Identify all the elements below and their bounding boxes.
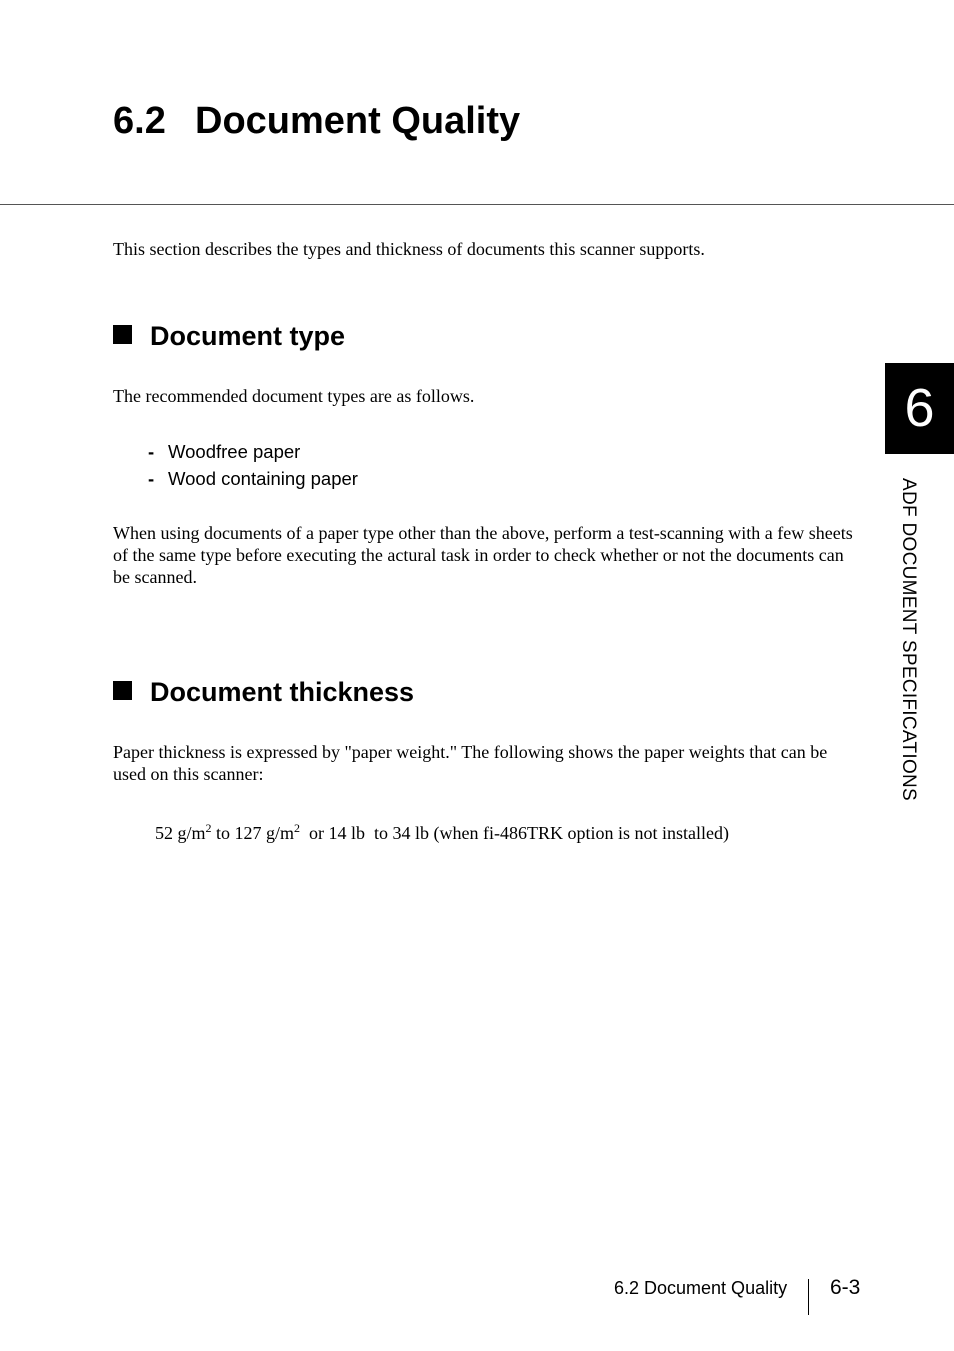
square-bullet-icon: [113, 681, 132, 700]
title-divider: [0, 204, 954, 205]
list-item-text: Woodfree paper: [168, 441, 301, 462]
weight-min: 52 g/m: [155, 823, 206, 843]
footer-page-number: 6-3: [830, 1276, 861, 1299]
dash-bullet-icon: -: [148, 441, 155, 462]
list-item-text: Wood containing paper: [168, 468, 358, 489]
dash-bullet-icon: -: [148, 468, 155, 489]
footer-section-title: 6.2 Document Quality: [614, 1278, 788, 1298]
chapter-tab: 6: [885, 363, 954, 454]
chapter-title-text: Document Quality: [195, 100, 521, 142]
chapter-title-number: 6.2: [113, 100, 166, 142]
square-bullet-icon: [113, 325, 132, 344]
section-heading-text: Document thickness: [150, 677, 415, 707]
weight-max: to 127 g/m: [211, 823, 295, 843]
intro-paragraph: This section describes the types and thickness of documents this scanner supports.: [113, 239, 705, 259]
weight-lb-range: or 14 lb to 34 lb (when fi-486TRK option is not installed): [300, 823, 729, 843]
document-type-intro: The recommended document types are as follows.: [113, 386, 475, 406]
document-type-list: [148, 438, 358, 492]
section-heading-text: Document type: [150, 321, 346, 351]
paper-weight-range: [155, 821, 729, 845]
weight-min-exponent: 2: [205, 821, 212, 835]
list-item: [148, 465, 358, 492]
section-heading-document-thickness: [113, 675, 414, 709]
list-item: [148, 438, 358, 465]
chapter-title: [113, 96, 520, 146]
chapter-side-label: ADF DOCUMENT SPECIFICATIONS: [898, 478, 919, 802]
document-type-note: When using documents of a paper type other than the above, perform a test-scanning with a few sheets of the same type before executing the actural task in order to check whether or not the documents can be scanned.: [113, 523, 853, 587]
footer-divider: [808, 1279, 809, 1315]
weight-max-exponent: 2: [294, 821, 301, 835]
section-heading-document-type: [113, 319, 345, 353]
document-thickness-intro: Paper thickness is expressed by "paper weight." The following shows the paper weights that can be used on this scanner:: [113, 742, 828, 784]
